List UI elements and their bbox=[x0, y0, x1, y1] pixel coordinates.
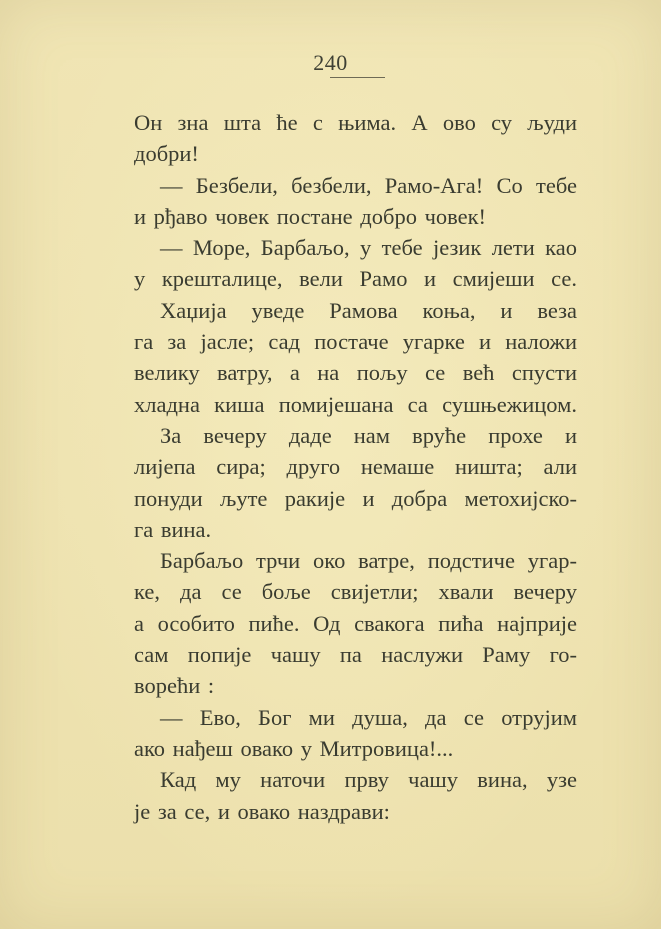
text-line: понуди љуте ракије и добра метохијско- bbox=[134, 485, 577, 511]
text-line: ворећи : bbox=[134, 673, 215, 699]
text-line: а особито пиће. Од свакога пића најприје bbox=[134, 610, 577, 636]
text-line: За вечеру даде нам вруће прохе и bbox=[160, 422, 577, 448]
text-line: у крешталице, вели Рамо и смијеши се. bbox=[134, 266, 577, 292]
body-text bbox=[134, 107, 577, 827]
text-line: ке, да се боље свијетли; хвали вечеру bbox=[134, 579, 577, 605]
text-line: — Море, Барбаљо, у тебе језик лети као bbox=[160, 235, 577, 261]
text-line: добри! bbox=[134, 141, 199, 167]
page-number-underline bbox=[330, 77, 385, 78]
text-line: лијепа сира; друго немаше ништа; али bbox=[134, 454, 577, 480]
text-line: ако нађеш овако у Митровица!... bbox=[134, 735, 454, 761]
page-number: 240 bbox=[313, 50, 348, 75]
text-line: — Ево, Бог ми душа, да се отрујим bbox=[160, 704, 577, 730]
text-line: Хаџија уведе Рамова коња, и веза bbox=[160, 297, 577, 323]
text-line: га вина. bbox=[134, 516, 212, 542]
text-line: — Безбели, безбели, Рамо-Ага! Со тебе bbox=[160, 172, 577, 198]
text-line: Барбаљо трчи око ватре, подстиче угар- bbox=[160, 548, 577, 574]
text-line: Он зна шта ће с њима. А ово су људи bbox=[134, 110, 577, 135]
text-line: је за се, и овако наздрави: bbox=[134, 798, 390, 824]
text-line: и рђаво човек постане добро човек! bbox=[134, 203, 487, 229]
text-line: велику ватру, а на пољу се већ спусти bbox=[134, 360, 577, 386]
text-line: га за јасле; сад постаче угарке и наложи bbox=[134, 329, 577, 355]
text-line: Кад му наточи прву чашу вина, узе bbox=[160, 767, 577, 793]
text-line: сам попије чашу па наслужи Раму го- bbox=[134, 642, 577, 668]
text-line: хладна киша помијешана са сушњежицом. bbox=[134, 391, 577, 417]
